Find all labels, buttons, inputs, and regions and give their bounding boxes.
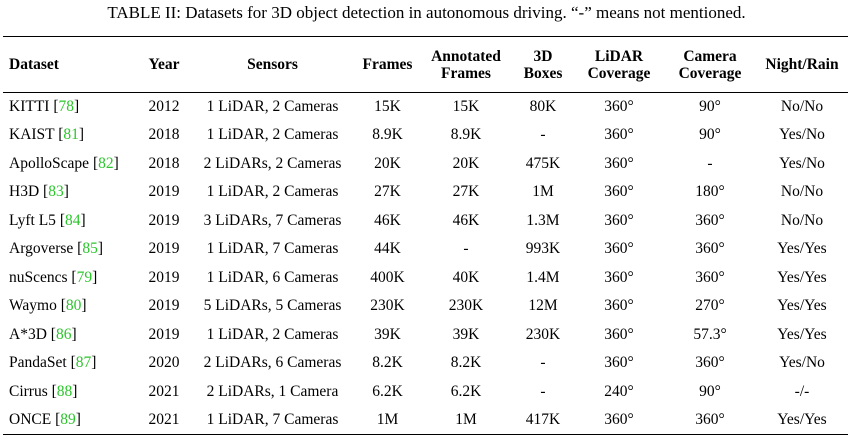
- header-night-rain: Night/Rain: [765, 56, 839, 73]
- cell-year: 2012: [148, 98, 180, 115]
- cell-frames: 44K: [374, 240, 401, 258]
- cell-boxes: 417K: [525, 411, 561, 428]
- cell-boxes: 1.4M: [526, 268, 560, 286]
- cell-night: -/-: [794, 382, 810, 400]
- header-3d-boxes: 3D Boxes: [523, 47, 563, 82]
- cell-annotated: -: [463, 240, 469, 258]
- citation-link[interactable]: 81: [63, 126, 79, 144]
- cell-frames: 46K: [374, 211, 401, 229]
- cell-boxes: 475K: [525, 154, 561, 172]
- cell-frames: 8.9K: [372, 126, 403, 144]
- cell-sensors: 2 LiDARs, 1 Camera: [206, 382, 339, 400]
- cell-boxes: 12M: [528, 297, 558, 315]
- citation-link[interactable]: 83: [48, 183, 64, 201]
- cell-night: Yes/No: [779, 126, 825, 144]
- cell-dataset: Waymo [80]: [9, 297, 87, 315]
- cell-dataset: A*3D [86]: [9, 325, 77, 343]
- cell-night: Yes/Yes: [777, 297, 827, 315]
- cell-year: 2021: [148, 411, 180, 428]
- cell-camera: 360°: [695, 411, 725, 428]
- cell-camera: 360°: [695, 211, 725, 229]
- dataset-name: H3D: [9, 183, 40, 201]
- table-row: [3, 121, 848, 150]
- cell-dataset: H3D [83]: [9, 183, 69, 201]
- cell-frames: 39K: [374, 325, 401, 343]
- cell-year: 2019: [148, 211, 180, 229]
- table-row: [3, 93, 848, 122]
- cell-sensors: 3 LiDARs, 7 Cameras: [203, 211, 342, 229]
- cell-dataset: KAIST [81]: [9, 126, 85, 144]
- header-annotated-frames: Annotated Frames: [431, 47, 501, 82]
- cell-year: 2021: [148, 382, 180, 400]
- dataset-name: ONCE: [9, 411, 52, 428]
- cell-sensors: 1 LiDAR, 6 Cameras: [206, 268, 339, 286]
- cell-lidar: 360°: [604, 126, 634, 144]
- table-row: [3, 349, 848, 378]
- dataset-name: Argoverse: [9, 240, 74, 258]
- cell-year: 2019: [148, 183, 180, 201]
- cell-boxes: -: [540, 382, 546, 400]
- cell-frames: 8.2K: [372, 354, 403, 372]
- cell-annotated: 46K: [452, 211, 480, 229]
- cell-lidar: 240°: [604, 382, 634, 400]
- cell-lidar: 360°: [604, 98, 634, 115]
- header-year: Year: [148, 56, 180, 73]
- header-frames: Frames: [362, 56, 413, 73]
- table-caption: TABLE II: Datasets for 3D object detection in autonomous driving. “-” means not mentioned.: [107, 3, 746, 22]
- header-sensors: Sensors: [247, 56, 298, 73]
- cell-year: 2019: [148, 240, 180, 258]
- cell-camera: 360°: [695, 268, 725, 286]
- dataset-name: ApolloScape: [9, 154, 90, 172]
- header-row: [3, 37, 848, 93]
- cell-night: Yes/Yes: [777, 240, 827, 258]
- cell-camera: 57.3°: [693, 325, 727, 343]
- cell-night: Yes/Yes: [777, 411, 827, 428]
- cell-dataset: ONCE [89]: [9, 411, 81, 428]
- cell-frames: 27K: [374, 183, 401, 201]
- cell-sensors: 1 LiDAR, 2 Cameras: [206, 325, 339, 343]
- cell-boxes: -: [540, 126, 546, 144]
- cell-lidar: 360°: [604, 211, 634, 229]
- cell-frames: 400K: [370, 268, 405, 286]
- header-camera-coverage: Camera Coverage: [678, 47, 742, 82]
- table-row: [3, 378, 848, 407]
- table-row: [3, 178, 848, 207]
- cell-annotated: 1M: [455, 411, 477, 428]
- cell-annotated: 27K: [452, 183, 480, 201]
- cell-year: 2019: [148, 325, 180, 343]
- citation-link[interactable]: 84: [64, 211, 81, 229]
- dataset-name: PandaSet: [9, 354, 67, 372]
- dataset-name: KITTI: [9, 98, 50, 115]
- cell-frames: 230K: [370, 297, 405, 315]
- cell-night: No/No: [780, 211, 824, 229]
- datasets-table: [3, 36, 848, 435]
- cell-year: 2018: [148, 154, 180, 172]
- cell-dataset: KITTI [78]: [9, 98, 80, 115]
- cell-year: 2019: [148, 268, 180, 286]
- cell-sensors: 1 LiDAR, 2 Cameras: [206, 98, 339, 115]
- cell-dataset: Lyft L5 [84]: [9, 211, 86, 229]
- cell-camera: 90°: [699, 98, 721, 115]
- cell-annotated: 8.9K: [450, 126, 482, 144]
- cell-night: Yes/Yes: [777, 325, 827, 343]
- cell-frames: 15K: [374, 98, 401, 115]
- cell-sensors: 1 LiDAR, 2 Cameras: [206, 183, 339, 201]
- cell-annotated: 230K: [448, 297, 484, 315]
- cell-boxes: 1.3M: [526, 211, 560, 229]
- cell-lidar: 360°: [604, 183, 634, 201]
- cell-annotated: 39K: [452, 325, 480, 343]
- citation-link[interactable]: 79: [76, 268, 93, 286]
- cell-year: 2020: [148, 354, 180, 372]
- dataset-name: Waymo: [9, 297, 57, 315]
- dataset-name: Cirrus: [9, 382, 48, 400]
- cell-sensors: 5 LiDARs, 5 Cameras: [203, 297, 342, 315]
- table-row: [3, 150, 848, 179]
- dataset-name: KAIST: [9, 126, 55, 144]
- cell-lidar: 360°: [604, 325, 634, 343]
- table-row: [3, 207, 848, 236]
- cell-boxes: 993K: [525, 240, 561, 258]
- cell-sensors: 1 LiDAR, 7 Cameras: [206, 411, 339, 428]
- cell-boxes: 1M: [532, 183, 554, 201]
- table-row: [3, 406, 848, 435]
- citation-link[interactable]: 80: [65, 297, 82, 315]
- cell-boxes: 230K: [525, 325, 561, 343]
- cell-boxes: 80K: [529, 98, 557, 115]
- cell-camera: -: [707, 154, 713, 172]
- table-row: [3, 321, 848, 350]
- cell-night: Yes/No: [779, 354, 825, 372]
- header-lidar-coverage: LiDAR Coverage: [587, 47, 651, 82]
- cell-lidar: 360°: [604, 411, 634, 428]
- cell-night: No/No: [780, 98, 824, 115]
- cell-lidar: 360°: [604, 297, 634, 315]
- cell-night: Yes/No: [779, 154, 825, 172]
- citation-link[interactable]: 82: [98, 154, 114, 172]
- cell-camera: 360°: [695, 354, 725, 372]
- cell-dataset: PandaSet [87]: [9, 354, 97, 372]
- cell-frames: 20K: [374, 154, 401, 172]
- cell-camera: 90°: [699, 382, 721, 400]
- citation-link[interactable]: 88: [56, 382, 73, 400]
- citation-link[interactable]: 86: [55, 325, 72, 343]
- citation-link[interactable]: 78: [58, 98, 74, 115]
- cell-annotated: 40K: [452, 268, 480, 286]
- cell-camera: 360°: [695, 240, 725, 258]
- cell-frames: 6.2K: [372, 382, 403, 400]
- cell-sensors: 1 LiDAR, 2 Cameras: [206, 126, 339, 144]
- cell-frames: 1M: [376, 411, 399, 428]
- cell-camera: 270°: [695, 297, 725, 315]
- cell-annotated: 15K: [452, 98, 480, 115]
- cell-lidar: 360°: [604, 240, 634, 258]
- dataset-name: nuScencs: [9, 268, 68, 286]
- table-row: [3, 292, 848, 321]
- cell-dataset: nuScencs [79]: [9, 268, 98, 286]
- cell-boxes: -: [540, 354, 546, 372]
- table-row: [3, 264, 848, 293]
- cell-camera: 90°: [699, 126, 721, 144]
- cell-sensors: 1 LiDAR, 7 Cameras: [206, 240, 339, 258]
- cell-dataset: ApolloScape [82]: [9, 154, 119, 172]
- cell-lidar: 360°: [604, 354, 634, 372]
- table-row: [3, 235, 848, 264]
- cell-annotated: 8.2K: [450, 354, 482, 372]
- cell-night: Yes/Yes: [777, 268, 827, 286]
- cell-sensors: 2 LiDARs, 2 Cameras: [203, 154, 342, 172]
- cell-lidar: 360°: [604, 268, 634, 286]
- dataset-name: A*3D: [9, 325, 47, 343]
- dataset-name: Lyft L5: [9, 211, 56, 229]
- citation-link[interactable]: 89: [60, 411, 76, 428]
- cell-year: 2018: [148, 126, 180, 144]
- cell-annotated: 6.2K: [450, 382, 482, 400]
- cell-sensors: 2 LiDARs, 6 Cameras: [203, 354, 342, 372]
- citation-link[interactable]: 85: [82, 240, 98, 258]
- citation-link[interactable]: 87: [75, 354, 92, 372]
- cell-dataset: Cirrus [88]: [9, 382, 78, 400]
- header-dataset: Dataset: [9, 56, 59, 73]
- cell-night: No/No: [780, 183, 824, 201]
- cell-dataset: Argoverse [85]: [9, 240, 103, 258]
- cell-year: 2019: [148, 297, 180, 315]
- cell-annotated: 20K: [452, 154, 480, 172]
- cell-lidar: 360°: [604, 154, 634, 172]
- cell-camera: 180°: [695, 183, 725, 201]
- table-body: [3, 93, 848, 435]
